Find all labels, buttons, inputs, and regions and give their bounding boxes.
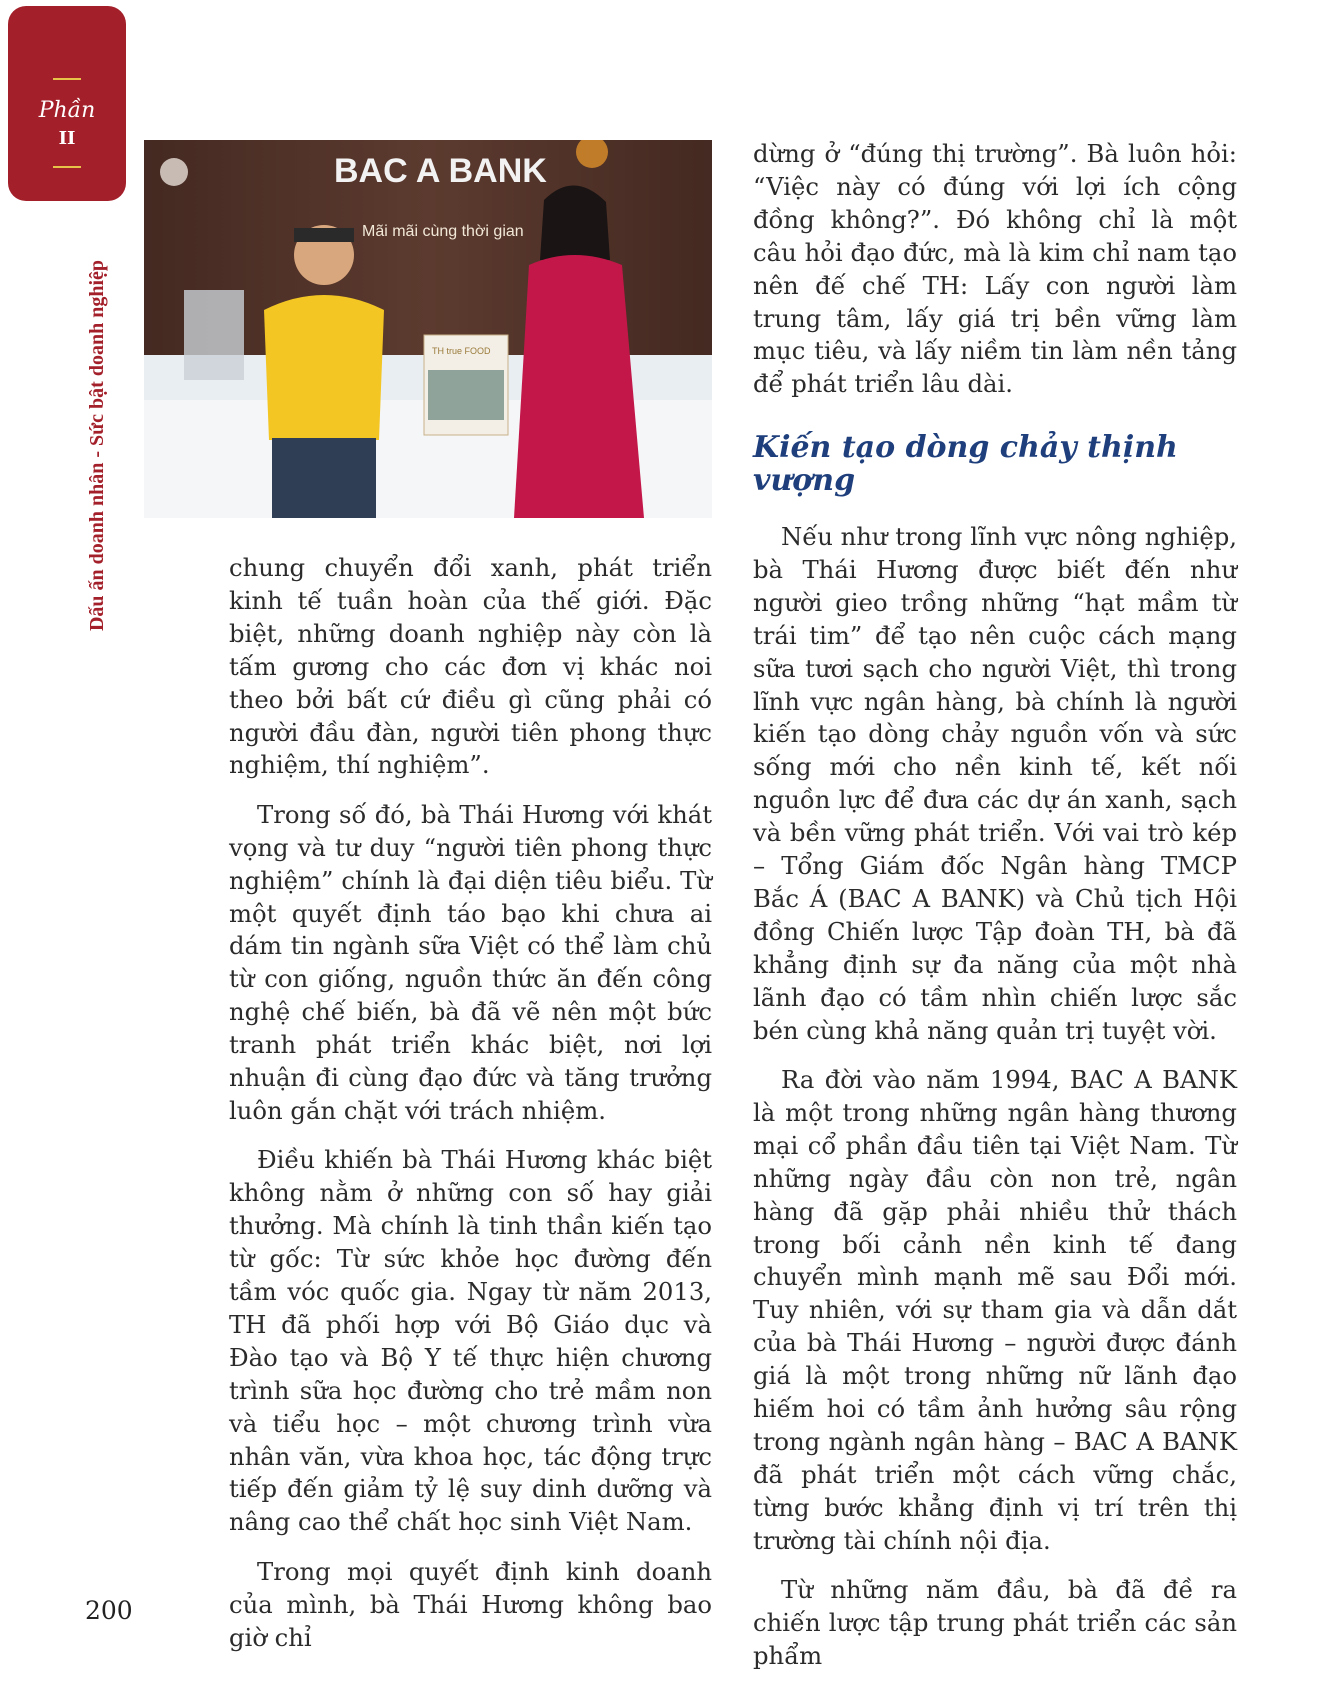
man-trousers bbox=[272, 438, 376, 518]
paragraph-right-1: Nếu như trong lĩnh vực nông nghiệp, bà Thái Hương được biết đến như người gieo trồng những “hạt mầm từ trái tim” để tạo nên cuộc cách mạng sữa tươi sạch cho người Việt, thì trong lĩnh vực ngân hàng, bà chính là người kiến tạo dòng chảy nguồn vốn và sức sống mới cho nền kinh tế, kết nối nguồn lực để đưa các dự án xanh, sạch và bền vững phát triển. Với vai trò kép – Tổng Giám đốc Ngân hàng TMCP Bắc Á (BAC A BANK) và Chủ tịch Hội đồng Chiến lược Tập đoàn TH, bà đã khẳng định sự đa năng của một nhà lãnh đạo có tầm nhìn chiến lược sắc bén cùng khả năng quản trị tuyệt vời. bbox=[753, 522, 1237, 1045]
paragraph-left-4: Trong mọi quyết định kinh doanh của mình, bà Thái Hương không bao giờ chỉ bbox=[229, 1556, 712, 1652]
part-tab-word: Phần bbox=[38, 98, 96, 123]
right-column bbox=[753, 521, 1237, 1689]
section-heading: Kiến tạo dòng chảy thịnh vượng bbox=[753, 430, 1178, 498]
paragraph-left-2: Trong số đó, bà Thái Hương với khát vọng và tư duy “người tiên phong thực nghiệm” chính là đại diện tiêu biểu. Từ một quyết định táo bạo khi chưa ai dám tin ngành sữa Việt có thể làm chủ từ con giống, nguồn thức ăn đến công nghệ chế biến, bà đã vẽ nên một bức tranh phát triển khác biệt, nơi lợi nhuận đi cùng đạo đức và tăng trưởng luôn gắn chặt với trách nhiệm. bbox=[229, 799, 712, 1125]
section-side-label: Dấu ấn doanh nhân - Sức bật doanh nghiệp bbox=[86, 259, 108, 632]
left-column bbox=[229, 552, 712, 1671]
brochure-rack bbox=[184, 290, 244, 380]
right-column-top bbox=[753, 138, 1237, 418]
paragraph-right-2: Ra đời vào năm 1994, BAC A BANK là một trong những ngân hàng thương mại cổ phần đầu tiên tại Việt Nam. Từ những ngày đầu còn non trẻ, ngân hàng đã gặp phải nhiều thử thách trong bối cảnh nền kinh tế đang chuyển mình mạnh mẽ sau Đổi mới. Tuy nhiên, với sự tham gia và dẫn dắt của bà Thái Hương – người được đánh giá là một trong những nữ lãnh đạo hiếm hoi có tầm ảnh hưởng sâu rộng trong ngành ngân hàng – BAC A BANK đã phát triển một cách vững chắc, từng bước khẳng định vị trí trên thị trường tài chính nội địa. bbox=[753, 1065, 1237, 1555]
woman-hair bbox=[540, 185, 610, 260]
page-number: 200 bbox=[85, 1596, 133, 1625]
part-tab bbox=[8, 6, 126, 201]
part-tab-numeral: II bbox=[58, 128, 76, 149]
paragraph-right-3: Từ những năm đầu, bà đã đề ra chiến lược tập trung phát triển các sản phẩm bbox=[753, 1575, 1237, 1670]
article-photo bbox=[144, 140, 712, 518]
man-hair bbox=[294, 228, 354, 242]
bank-sign-slogan: Mãi mãi cùng thời gian bbox=[362, 223, 524, 240]
bank-sign-text: BAC A BANK bbox=[334, 152, 547, 190]
part-tab-rule-bottom bbox=[53, 166, 81, 168]
lotus-decor-left bbox=[160, 158, 188, 186]
paragraph-left-3: Điều khiến bà Thái Hương khác biệt không nằm ở những con số hay giải thưởng. Mà chính là tinh thần kiến tạo từ gốc: Từ sức khỏe học đường đến tầm vóc quốc gia. Ngay từ năm 2013, TH đã phối hợp với Bộ Giáo dục và Đào tạo và Bộ Y tế thực hiện chương trình sữa học đường cho trẻ mầm non và tiểu học – một chương trình vừa nhân văn, vừa khoa học, tác động trực tiếp đến giảm tỷ lệ suy dinh dưỡng và nâng cao thể chất học sinh Việt Nam. bbox=[229, 1145, 712, 1537]
woman-dress bbox=[514, 255, 644, 518]
man-shirt bbox=[264, 295, 384, 440]
photo-illustration bbox=[144, 140, 712, 518]
paragraph-left-1: chung chuyển đổi xanh, phát triển kinh tế tuần hoàn của thế giới. Đặc biệt, những doanh nghiệp này còn là tấm gương cho các đơn vị khác noi theo bởi bất cứ điều gì cũng phải có người đầu đàn, người tiên phong thực nghiệm, thí nghiệm”. bbox=[229, 553, 712, 780]
gift-bag-artwork bbox=[428, 370, 504, 420]
gift-bag-brand: TH true FOOD bbox=[432, 346, 491, 356]
paragraph-right-top: dừng ở “đúng thị trường”. Bà luôn hỏi: “Việc này có đúng với lợi ích cộng đồng không?”. Đó không chỉ là một câu hỏi đạo đức, mà là kim chỉ nam tạo nên đế chế TH: Lấy con người làm trung tâm, lấy giá trị bền vững làm mục tiêu, và lấy niềm tin làm nền tảng để phát triển lâu dài. bbox=[753, 139, 1237, 399]
part-tab-rule-top bbox=[53, 78, 81, 80]
